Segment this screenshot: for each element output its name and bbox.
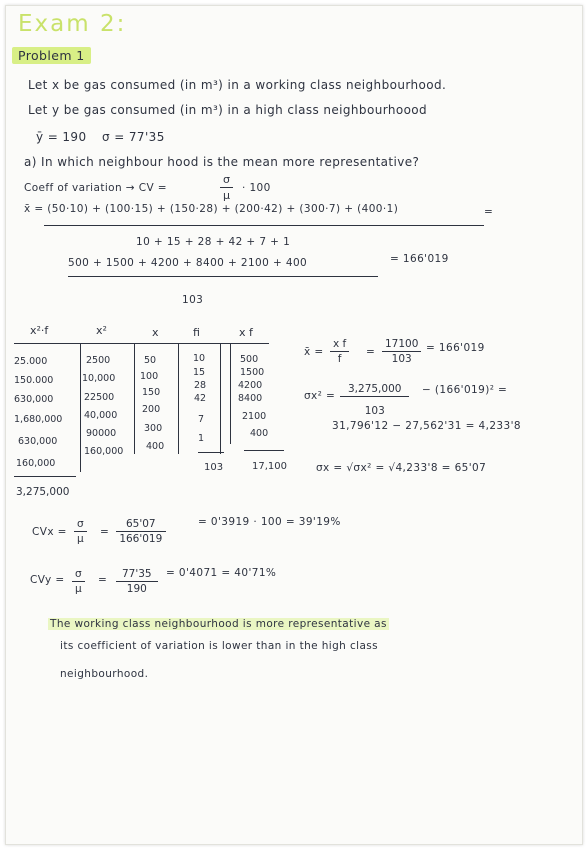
cvy-equals: = <box>98 574 108 586</box>
mean-calc-fraction-2: $\frac{17100}{103}$ <box>382 338 421 365</box>
given-sigma: σ = 77'35 <box>102 130 165 144</box>
mean-expression-equals: = <box>484 206 494 218</box>
cvy-fraction-2: $\frac{77'35}{190}$ <box>116 568 158 595</box>
std-deviation: σx = √σx² = √4,233'8 = 65'07 <box>316 462 487 474</box>
mean-calc-result: = 166'019 <box>426 342 485 354</box>
sum-fi: 103 <box>204 462 224 473</box>
header-x2f: x²·f <box>30 324 49 337</box>
conclusion-line-1: The working class neighbourhood is more representative as <box>50 618 387 630</box>
cvx-result: = 0'3919 · 100 = 39'19% <box>198 516 341 528</box>
header-x2: x² <box>96 324 107 337</box>
cv-definition-label: Coeff of variation → CV = <box>24 182 167 194</box>
mean-calc-equals: = <box>366 346 376 358</box>
sum-x2f: 3,275,000 <box>16 486 70 498</box>
table-cell: 1 <box>198 433 205 444</box>
mean-sum-result: = 166'019 <box>390 253 449 265</box>
conclusion-line-2: its coefficient of variation is lower than in the high class <box>60 640 379 652</box>
mean-calc-label: x̄ = <box>304 346 324 358</box>
table-sum-rule <box>198 452 224 453</box>
table-sum-rule <box>244 450 284 451</box>
table-cell: 7 <box>198 414 205 425</box>
cv-definition-fraction: $\frac{\sigma}{\mu}$ <box>220 173 233 202</box>
table-cell: 150.000 <box>14 375 54 386</box>
table-sum-rule <box>14 476 76 477</box>
cvy-result: = 0'4071 = 40'71% <box>166 567 277 579</box>
sum-xf: 17,100 <box>252 461 287 472</box>
header-x: x <box>152 326 159 339</box>
table-cell: 40,000 <box>84 410 118 421</box>
table-cell: 50 <box>144 355 157 366</box>
table-cell: 4200 <box>238 380 263 391</box>
table-cell: 10,000 <box>82 373 116 384</box>
table-cell: 630,000 <box>18 436 58 447</box>
cvy-fraction-1: $\frac{\sigma}{\mu}$ <box>72 568 85 595</box>
cvy-label: CVy = <box>30 574 65 586</box>
cvx-equals: = <box>100 526 110 538</box>
page-title: Exam 2: <box>18 11 127 37</box>
table-cell: 42 <box>194 393 207 404</box>
table-cell: 8400 <box>238 393 263 404</box>
cv-definition-factor: · 100 <box>242 182 271 194</box>
table-cell: 10 <box>193 353 206 364</box>
table-cell: 100 <box>140 371 159 382</box>
table-cell: 630,000 <box>14 394 54 405</box>
table-cell: 160,000 <box>16 458 56 469</box>
table-cell: 1500 <box>240 367 265 378</box>
table-column-rule <box>80 344 81 472</box>
cvx-fraction-2: $\frac{65'07}{166'019}$ <box>116 518 166 545</box>
cvx-label: CVx = <box>32 526 67 538</box>
definition-y: Let y be gas consumed (in m³) in a high class neighbourhoood <box>28 103 428 117</box>
table-cell: 300 <box>144 423 163 434</box>
given-ybar: ȳ = 190 <box>36 130 87 144</box>
table-cell: 25.000 <box>14 356 48 367</box>
table-cell: 150 <box>142 387 161 398</box>
table-column-rule <box>134 344 135 454</box>
table-cell: 15 <box>193 367 206 378</box>
table-cell: 200 <box>142 404 161 415</box>
fraction-bar <box>44 225 484 226</box>
table-cell: 2100 <box>242 411 267 422</box>
table-cell: 28 <box>194 380 207 391</box>
question-a: a) In which neighbour hood is the mean more representative? <box>24 155 420 169</box>
cvx-fraction-1: $\frac{\sigma}{\mu}$ <box>74 518 87 545</box>
variance-line2: 31,796'12 − 27,562'31 = 4,233'8 <box>332 420 521 432</box>
table-column-rule <box>220 344 221 454</box>
mean-sum-denominator: 103 <box>182 294 204 306</box>
header-xf: x f <box>239 326 253 339</box>
table-cell: 160,000 <box>84 446 124 457</box>
conclusion-line-3: neighbourhood. <box>60 668 149 680</box>
mean-sum-numerator: 500 + 1500 + 4200 + 8400 + 2100 + 400 <box>68 257 308 269</box>
table-cell: 400 <box>146 441 165 452</box>
table-cell: 1,680,000 <box>14 414 63 425</box>
table-cell: 400 <box>250 428 269 439</box>
mean-calc-fraction-1: $\frac{\text{x f}}{f}$ <box>330 338 349 365</box>
table-column-rule <box>230 344 231 444</box>
mean-expression-denominator: 10 + 15 + 28 + 42 + 7 + 1 <box>136 236 291 248</box>
mean-expression-numerator: x̄ = (50·10) + (100·15) + (150·28) + (200·42) + (300·7) + (400·1) <box>24 203 399 215</box>
header-fi: fi <box>193 326 200 339</box>
variance-rest: − (166'019)² = <box>422 384 508 396</box>
fraction-bar <box>68 276 378 277</box>
table-cell: 22500 <box>84 392 115 403</box>
table-cell: 500 <box>240 354 259 365</box>
definition-x: Let x be gas consumed (in m³) in a working class neighbourhood. <box>28 78 447 92</box>
problem-label: Problem 1 <box>12 47 91 64</box>
notebook-page <box>5 5 583 845</box>
variance-fraction: $\frac{3,275,000}{103}$ <box>340 383 409 417</box>
variance-label: σx² = <box>304 390 336 402</box>
table-cell: 2500 <box>86 355 111 366</box>
table-cell: 90000 <box>86 428 117 439</box>
table-column-rule <box>178 344 179 454</box>
